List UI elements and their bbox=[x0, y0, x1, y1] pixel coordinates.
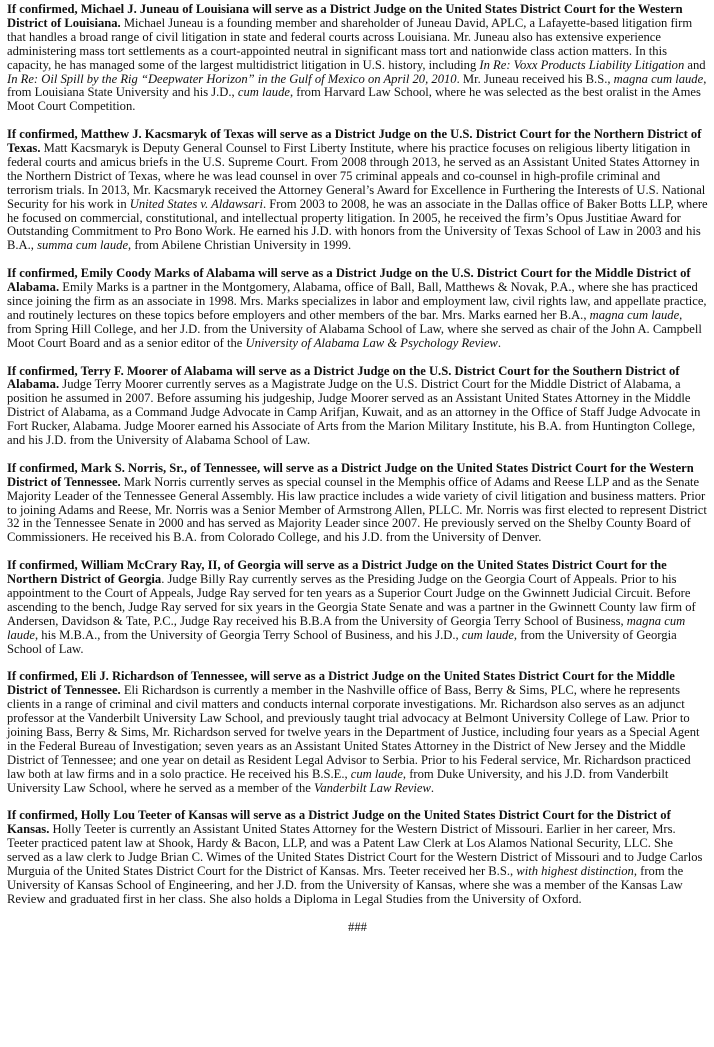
italic-run: University of Alabama Law & Psychology Review bbox=[245, 335, 498, 350]
text-run: , from Abilene Christian University in 1999. bbox=[128, 238, 352, 253]
italic-run: magna cum laude bbox=[7, 613, 686, 642]
italic-run: summa cum laude bbox=[37, 238, 129, 253]
nominee-paragraph bbox=[7, 559, 708, 656]
italic-run: Vanderbilt Law Review bbox=[314, 780, 431, 795]
text-run: . From 2003 to 2008, he was an associate in the Dallas office of Baker Botts LLP, where he focused on commercial, constitutional, and intellectual property litigation. In 2005, he received the firm’s Opus Justitiae Award for Outstanding Commitment to Pro Bono Work. He earned his J.D. with honors from the University of Texas School of Law in 2003 and his B.A., bbox=[7, 196, 708, 253]
end-marker: ### bbox=[348, 919, 367, 934]
text-run: from Spring Hill College, and her J.D. from the University of Alabama School of Law, where she served as chair of the John A. Campbell Moot Court Board and as a senior editor of the bbox=[7, 321, 702, 350]
italic-run: cum laude bbox=[461, 627, 514, 642]
nominee-lead: If confirmed, Eli J. Richardson of Tennessee, will serve as a District Judge on the United States District Court for the Middle District of Tennessee. bbox=[7, 669, 675, 698]
text-run: Holly Teeter is currently an Assistant United States Attorney for the Western District of Missouri. Earlier in her career, Mrs. Teeter practiced patent law at Shook, Hardy & Bacon, LLP, and was a Patent Law Clerk at Los Alamos National Security, LLC. She served as a law clerk to Judge Brian C. Wimes of the United States District Court for the Western District of Missouri and to Judge Carlos Murguia of the United States District Court for the District of Kansas. Mrs. Teeter received her B.S., bbox=[7, 822, 703, 879]
text-run: , from Harvard Law School, where he was selected as the best oralist in the Ames Moot Court Competition. bbox=[7, 85, 701, 114]
nominee-lead: If confirmed, Holly Lou Teeter of Kansas will serve as a District Judge on the United States District Court for the District of Kansas. bbox=[7, 808, 671, 837]
italic-run: cum laude bbox=[350, 766, 403, 781]
text-run: . Mr. Juneau received his B.S., bbox=[456, 71, 614, 86]
italic-run: In Re: Voxx Products Liability Litigation bbox=[479, 57, 685, 72]
nominee-paragraph bbox=[7, 809, 708, 906]
nominee-paragraphs bbox=[7, 3, 708, 907]
nominee-paragraph bbox=[7, 3, 708, 114]
italic-run: cum laude bbox=[237, 85, 290, 100]
nominee-lead: If confirmed, Michael J. Juneau of Louisiana will serve as a District Judge on the United States District Court for the Western District of Louisiana. bbox=[7, 2, 683, 30]
text-run: Matt Kacsmaryk is Deputy General Counsel to First Liberty Institute, where his practice focuses on religious liberty litigation in federal courts and amicus briefs in the U.S. Supreme Court. From 2008 through 2013, he served as an Assistant United States Attorney in the Northern District of Texas, where he was lead counsel in over 75 criminal appeals and co-counsel in high-profile criminal and terrorism trials. In 2013, Mr. Kacsmaryk received the Attorney General’s Award for Excellence in Furthering the Interests of U.S. National Security for his work in bbox=[7, 141, 706, 211]
italic-run: magna cum laude bbox=[613, 71, 704, 86]
nominee-paragraph bbox=[7, 267, 708, 350]
italic-run: In Re: Oil Spill by the Rig “Deepwater Horizon” in the Gulf of Mexico on April 20, 2010 bbox=[7, 71, 457, 86]
nominee-lead: If confirmed, Terry F. Moorer of Alabama will serve as a District Judge on the U.S. District Court for the Southern District of Alabama. bbox=[7, 363, 680, 392]
nominee-lead: If confirmed, William McCrary Ray, II, of Georgia will serve as a District Judge on the United States District Court for the Northern District of Georgia bbox=[7, 558, 667, 587]
italic-run: with highest distinction bbox=[516, 864, 634, 879]
text-run: , from Louisiana State University and his J.D., bbox=[7, 71, 707, 100]
italic-run: United States v. Aldawsari bbox=[129, 196, 263, 211]
nominee-paragraph bbox=[7, 670, 708, 795]
text-run: and bbox=[684, 57, 706, 72]
text-run: Michael Juneau is a founding member and shareholder of Juneau David, APLC, a Lafayette-based litigation firm that handles a broad range of civil litigation in state and federal courts across Louisiana. Mr. Juneau also has extensive experience administering mass tort settlements as a court-appointed neutral in significant mass tort and nationwide class action matters. In this capacity, he has managed some of the largest multidistrict litigation in U.S. history, including bbox=[7, 15, 693, 72]
text-run: Judge Terry Moorer currently serves as a Magistrate Judge on the U.S. District Court for the Middle District of Alabama, a position he assumed in 2007. Before assuming his judgeship, Judge Moorer served as an Assistant United States Attorney in the Middle District of Alabama, as a Command Judge Advocate in Camp Arifjan, Kuwait, and as an attorney in the Office of Staff Judge Advocate in Fort Rucker, Alabama. Judge Moorer earned his Associate of Arts from the Marion Military Institute, his B.A. from Huntington College, and his J.D. from the University of Alabama School of Law. bbox=[7, 377, 701, 448]
italic-run: magna cum laude, bbox=[589, 307, 683, 322]
text-run: , his M.B.A., from the University of Georgia Terry School of Business, and his J.D., bbox=[34, 627, 462, 642]
nominee-paragraph bbox=[7, 462, 708, 545]
text-run: , from the University of Kansas School of Engineering, and her J.D. from the University of Kansas, where she was a member of the Kansas Law Review and graduated first in her class. She also holds a Diploma in Legal Studies from the University of Oxford. bbox=[7, 864, 684, 906]
text-run: . bbox=[430, 780, 435, 795]
text-run: Eli Richardson is currently a member in the Nashville office of Bass, Berry & Sims, PLC, where he represents clients in a range of criminal and civil matters and conducts internal corporate investigations. Mr. Richardson also serves as an adjunct professor at the Vanderbilt University Law School, and previously taught trial advocacy at Belmont University College of Law. Prior to joining Bass, Berry & Sims, Mr. Richardson served for twelve years in the Department of Justice, including four years as a Special Agent in the Federal Bureau of Investigation; seven years as an Assistant United States Attorney in the District of New Jersey and the Middle District of Tennessee; and one year on detail as Resident Legal Advisor to Serbia. Prior to his Federal service, Mr. Richardson practiced law both at law firms and in a solo practice. He received his B.S.E., bbox=[7, 683, 700, 781]
text-run: Emily Marks is a partner in the Montgomery, Alabama, office of Ball, Ball, Matthews & Novak, P.A., where she has practiced since joining the firm as an associate in 1998. Mrs. Marks specializes in labor and employment law, civil rights law, and appellate practice, and routinely lectures on these topics before employers and other members of the bar. Mrs. Marks earned her B.A., bbox=[7, 280, 707, 322]
nominee-lead: If confirmed, Mark S. Norris, Sr., of Tennessee, will serve as a District Judge on the United States District Court for the Western District of Tennessee. bbox=[7, 460, 694, 489]
text-run: . Judge Billy Ray currently serves as the Presiding Judge on the Georgia Court of Appeals. Prior to his appointment to the Court of Appeals, Judge Ray served for ten years as a Superior Court Judge on the Gwinnett Judicial Circuit. Before ascending to the bench, Judge Ray served for six years in the Georgia State Senate and was a partner in the Gwinnett County law firm of Andersen, Davidson & Tate, P.C., Judge Ray received his B.B.A from the University of Georgia Terry School of Business, bbox=[7, 572, 696, 628]
nominee-lead: If confirmed, Emily Coody Marks of Alabama will serve as a District Judge on the U.S. District Court for the Middle District of Alabama. bbox=[7, 266, 691, 295]
text-run: , from the University of Georgia School of Law. bbox=[7, 627, 677, 656]
nominee-paragraph bbox=[7, 365, 708, 448]
nominee-lead: If confirmed, Matthew J. Kacsmaryk of Texas will serve as a District Judge on the U.S. District Court for the Northern District of Texas. bbox=[7, 127, 702, 156]
text-run: . bbox=[497, 335, 501, 350]
text-run: Mark Norris currently serves as special counsel in the Memphis office of Adams and Reese LLP and as the Senate Majority Leader of the Tennessee General Assembly. His law practice includes a wide variety of civil litigation and business matters. Prior to joining Adams and Reese, Mr. Norris was a Senior Member of Armstrong Allen, PLLC. Mr. Norris was first elected to represent District 32 in the Tennessee Senate in 2000 and has served as Majority Leader since 2007. He previously served on the Shelby County Board of Commissioners. He received his B.A. from Colorado College, and his J.D. from the University of Denver. bbox=[7, 474, 707, 545]
nominee-paragraph bbox=[7, 128, 708, 253]
text-run: , from Duke University, and his J.D. from Vanderbilt University Law School, where he served as a member of the bbox=[7, 766, 669, 795]
